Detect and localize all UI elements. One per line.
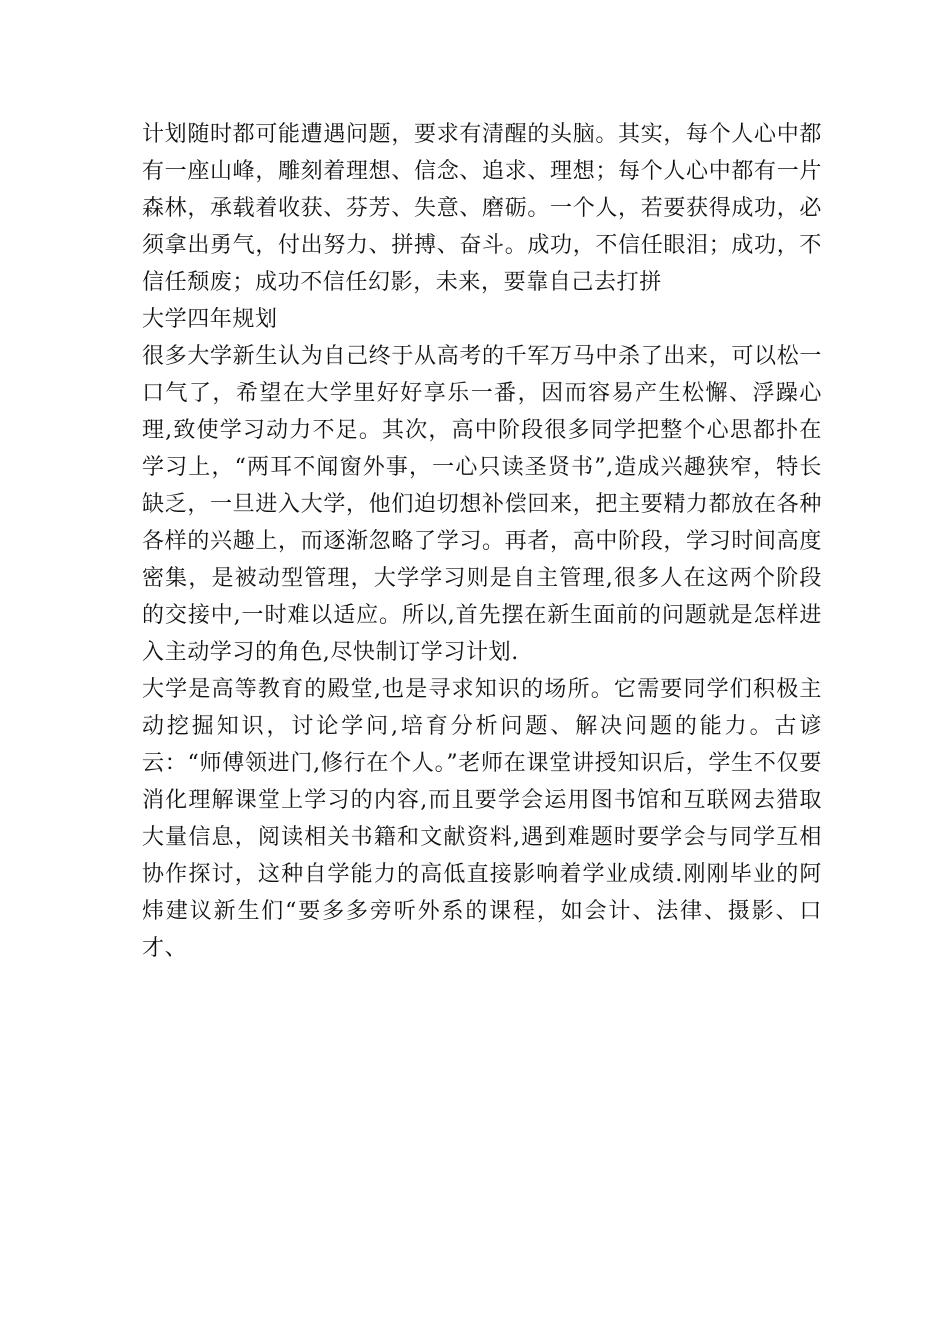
paragraph-self-study: 大学是高等教育的殿堂,也是寻求知识的场所。它需要同学们积极主动挖掘知识，讨论学问,培育分析问题、解决问题的能力。古谚云：“师傅领进门,修行在个人。”老师在课堂讲授知识后，学生不仅要消化理解课堂上学习的内容,而且要学会运用图书馆和互联网去猎取大量信息，阅读相关书籍和文献资料,遇到难题时要学会与同学互相协作探讨，这种自学能力的高低直接影响着学业成绩.刚刚毕业的阿炜建议新生们“要多多旁听外系的课程，如会计、法律、摄影、口才、 — [142, 677, 822, 961]
paragraph-intro: 计划随时都可能遭遇问题，要求有清醒的头脑。其实，每个人心中都有一座山峰，雕刻着理想、信念、追求、理想；每个人心中都有一片森林，承载着收获、芬芳、失意、磨砺。一个人，若要获得成功，必须拿出勇气，付出努力、拼搏、奋斗。成功，不信任眼泪；成功，不信任颓废；成功不信任幻影，未来，要靠自己去打拼 — [142, 122, 822, 295]
section-heading: 大学四年规划 — [142, 307, 278, 332]
document-body — [142, 116, 822, 967]
paragraph-freshman-mindset: 很多大学新生认为自己终于从高考的千军万马中杀了出来，可以松一口气了，希望在大学里好好享乐一番，因而容易产生松懈、浮躁心理,致使学习动力不足。其次，高中阶段很多同学把整个心思都扑在学习上，“两耳不闻窗外事，一心只读圣贤书”,造成兴趣狭窄，特长缺乏，一旦进入大学，他们迫切想补偿回来，把主要精力都放在各种各样的兴趣上，而逐渐忽略了学习。再者，高中阶段，学习时间高度密集，是被动型管理，大学学习则是自主管理,很多人在这两个阶段的交接中,一时难以适应。所以,首先摆在新生面前的问题就是怎样进入主动学习的角色,尽快制订学习计划. — [142, 344, 822, 665]
